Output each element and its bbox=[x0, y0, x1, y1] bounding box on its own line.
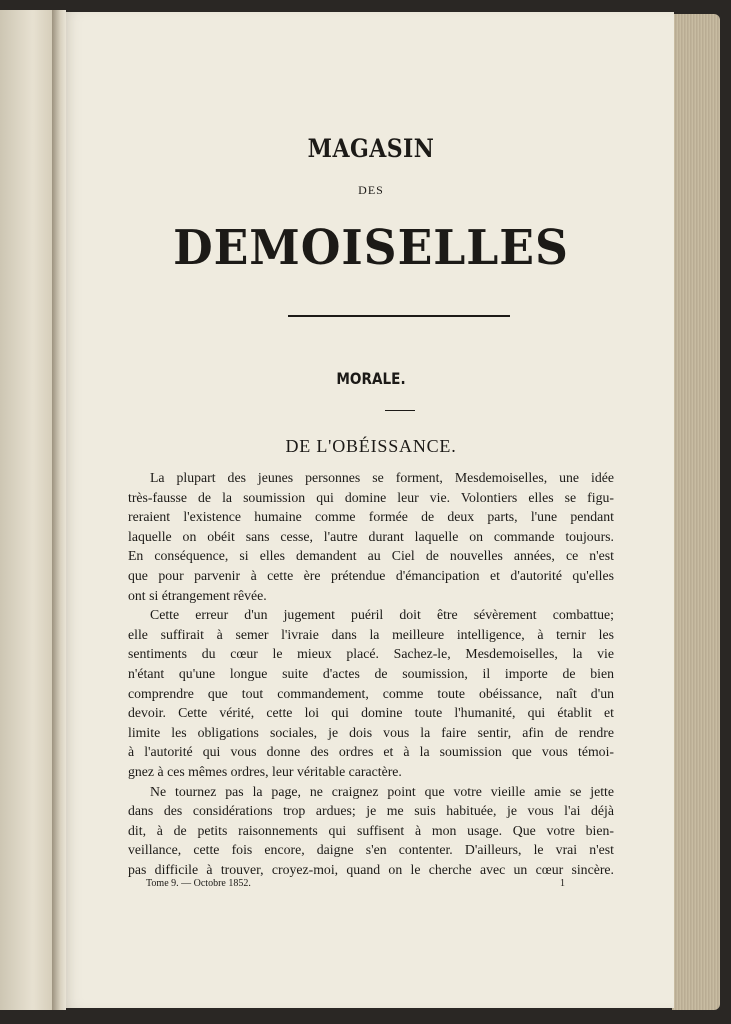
text-line: dit, à de petits raisonnements qui suffisent à mon usage. Que votre bien- bbox=[128, 822, 614, 838]
magazine-conjunction: DES bbox=[358, 183, 384, 197]
section-heading: MORALE. bbox=[336, 369, 406, 388]
signature-mark: 1 bbox=[560, 878, 565, 889]
text-line: gnez à ces mêmes ordres, leur véritable caractère. bbox=[128, 763, 402, 779]
text-line: n'étant qu'une longue suite d'actes de soumission, il importe de bien bbox=[128, 665, 614, 681]
title-divider bbox=[288, 315, 510, 317]
text-line: devoir. Cette vérité, cette loi qui domine toute l'humanité, qui établit et bbox=[128, 705, 614, 721]
article-body bbox=[128, 468, 614, 879]
book-gutter bbox=[52, 10, 66, 1010]
text-line: reraient l'existence humaine comme formée de deux parts, l'une pendant bbox=[128, 509, 614, 525]
article-title: DE L'OBÉISSANCE. bbox=[285, 436, 457, 456]
text-line: très-fausse de la soumission qui domine leur vie. Volontiers elles se figu- bbox=[128, 489, 614, 505]
text-line: dans des considérations trop ardues; je me suis habituée, je vous l'ai déjà bbox=[128, 803, 614, 819]
text-line: ont si étrangement rêvée. bbox=[128, 587, 267, 603]
text-line: La plupart des jeunes personnes se forment, Mesdemoiselles, une idée bbox=[150, 470, 614, 485]
text-line: laquelle on obéit sans cesse, l'autre durant laquelle on commande toujours. bbox=[128, 528, 614, 544]
section-divider bbox=[385, 410, 415, 411]
magazine-title: MAGASIN bbox=[307, 134, 435, 163]
volume-line: Tome 9. — Octobre 1852. bbox=[146, 878, 251, 889]
text-line: En conséquence, si elles demandent au Ciel de nouvelles années, ce n'est bbox=[128, 548, 614, 564]
text-line: veillance, cette fois encore, daigne s'en contenter. D'ailleurs, le vrai n'est bbox=[128, 842, 614, 858]
page-stack-edge bbox=[672, 14, 720, 1010]
text-line: elle suffirait à semer l'ivraie dans la meilleure intelligence, à ternir les bbox=[128, 626, 614, 642]
text-line: sentiments du cœur le mieux placé. Sachez-le, Mesdemoiselles, la vie bbox=[128, 646, 614, 662]
magazine-subtitle: DEMOISELLES bbox=[173, 220, 569, 276]
text-line: comprendre que tout commandement, comme toute obéissance, naît d'un bbox=[128, 685, 614, 701]
right-page bbox=[62, 12, 674, 1008]
text-line: Ne tournez pas la page, ne craignez point que votre vieille amie se jette bbox=[150, 783, 614, 799]
text-line: pas difficile à trouver, croyez-moi, quand on le cherche avec un cœur sincère. bbox=[128, 861, 614, 877]
text-line: à l'autorité qui vous donne des ordres et à la soumission que vous témoi- bbox=[128, 744, 614, 760]
page-content bbox=[128, 12, 614, 1008]
text-line: limite les obligations sociales, je dois vous la faire sentir, afin de rendre bbox=[128, 724, 614, 740]
left-page-edge bbox=[0, 10, 60, 1010]
text-line: que pour parvenir à cette ère prétendue d'émancipation et d'autorité qu'elles bbox=[128, 567, 614, 583]
text-line: Cette erreur d'un jugement puéril doit être sévèrement combattue; bbox=[150, 607, 614, 623]
